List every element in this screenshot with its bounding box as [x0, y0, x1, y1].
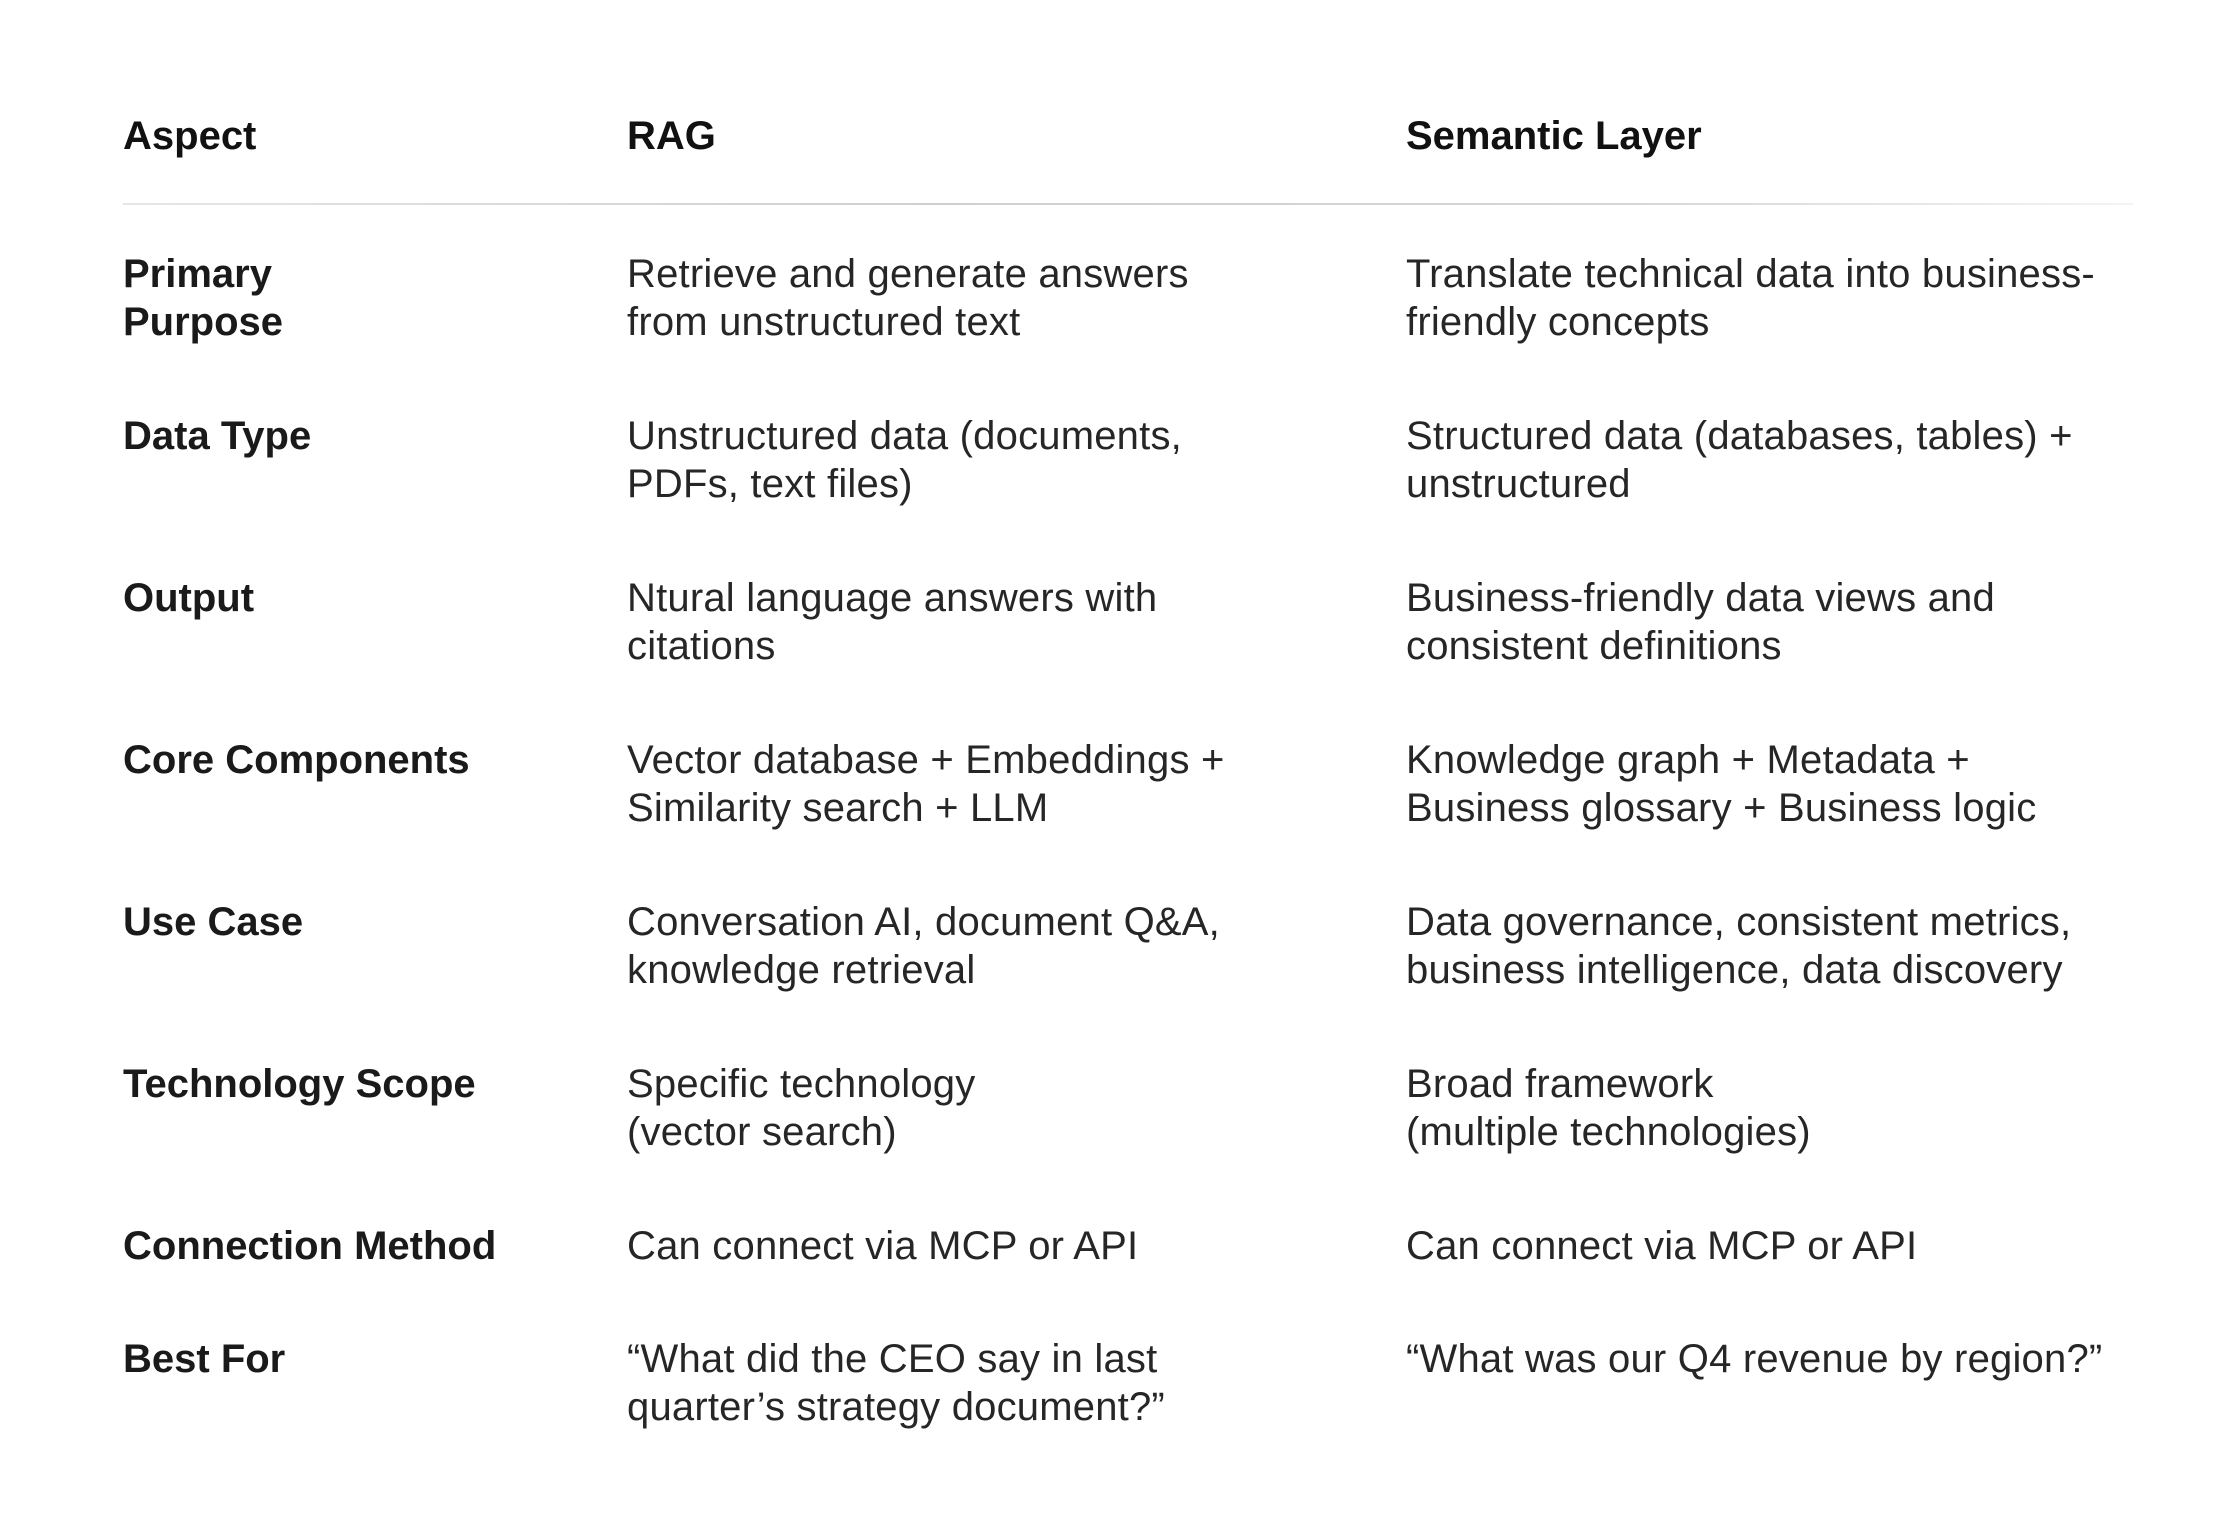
row-semantic: Structured data (databases, tables) + unstructured [1406, 414, 2073, 506]
row-semantic: Knowledge graph + Metadata + Business glossary + Business logic [1406, 738, 2037, 830]
row-semantic: Translate technical data into business- friendly concepts [1406, 252, 2095, 344]
row-aspect: Best For [123, 1337, 286, 1381]
row-rag: Can connect via MCP or API [627, 1224, 1139, 1268]
row-aspect: Primary Purpose [123, 252, 284, 344]
row-aspect: Connection Method [123, 1224, 497, 1268]
row-semantic: Data governance, consistent metrics, business intelligence, data discovery [1406, 900, 2072, 992]
table-row [123, 736, 2133, 846]
table-row [123, 412, 2133, 522]
row-rag: Ntural language answers with citations [627, 576, 1158, 668]
table-row [123, 898, 2133, 1008]
header-aspect: Aspect [123, 114, 257, 158]
row-aspect: Output [123, 576, 255, 620]
row-semantic: Broad framework (multiple technologies) [1406, 1062, 1811, 1154]
row-rag: Specific technology (vector search) [627, 1062, 976, 1154]
row-rag: Conversation AI, document Q&A, knowledge retrieval [627, 900, 1220, 992]
table-row [123, 250, 2133, 360]
row-semantic: Can connect via MCP or API [1406, 1224, 1918, 1268]
row-rag: Vector database + Embeddings + Similarity search + LLM [627, 738, 1225, 830]
row-rag: Retrieve and generate answers from unstructured text [627, 252, 1189, 344]
row-semantic: “What was our Q4 revenue by region?” [1406, 1337, 2103, 1381]
table-header [123, 112, 2133, 168]
row-aspect: Use Case [123, 900, 304, 944]
header-semantic-layer: Semantic Layer [1406, 114, 1702, 158]
header-divider [123, 203, 2133, 205]
table-row [123, 574, 2133, 684]
row-aspect: Data Type [123, 414, 312, 458]
row-rag: Unstructured data (documents, PDFs, text files) [627, 414, 1182, 506]
row-semantic: Business-friendly data views and consistent definitions [1406, 576, 1995, 668]
table-row [123, 1060, 2133, 1170]
header-rag: RAG [627, 114, 716, 158]
table-row [123, 1222, 2133, 1332]
row-aspect: Core Components [123, 738, 470, 782]
row-rag: “What did the CEO say in last quarter’s strategy document?” [627, 1337, 1165, 1429]
table-row [123, 1335, 2133, 1445]
row-aspect: Technology Scope [123, 1062, 476, 1106]
